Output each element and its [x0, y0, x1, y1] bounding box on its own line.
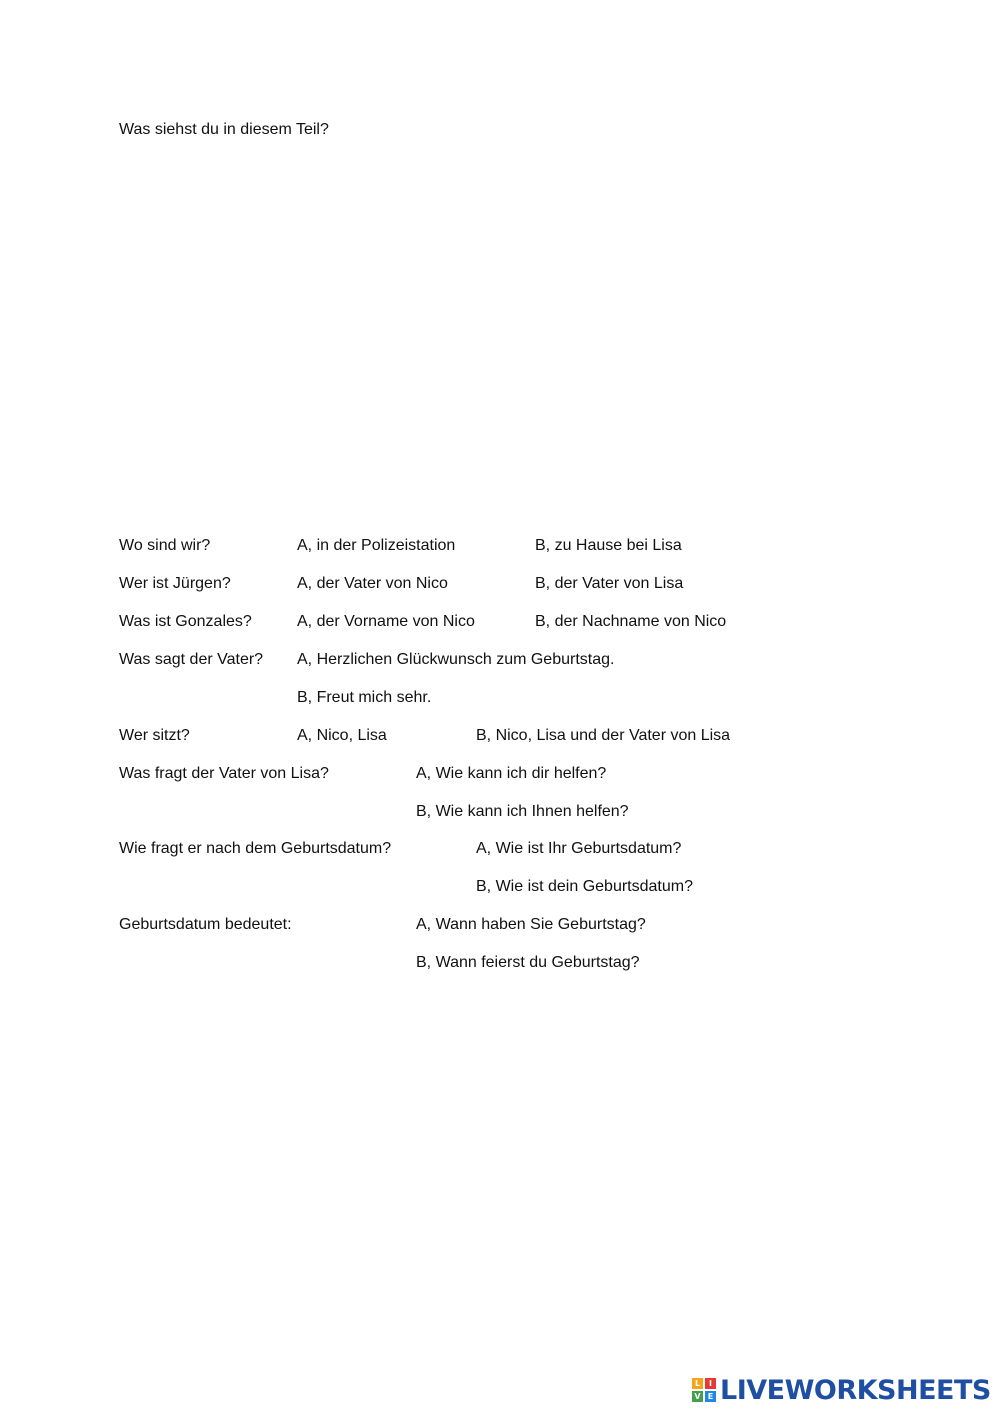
question-4-option-a[interactable]: A, Herzlichen Glückwunsch zum Geburtstag.: [297, 651, 615, 668]
question-7-option-a[interactable]: A, Wie ist Ihr Geburtsdatum?: [476, 840, 682, 857]
question-1-option-a[interactable]: A, in der Polizeistation: [297, 537, 456, 554]
liveworksheets-logo[interactable]: [692, 1375, 991, 1405]
question-6-option-b[interactable]: B, Wie kann ich Ihnen helfen?: [416, 803, 629, 820]
question-6: Was fragt der Vater von Lisa?: [119, 765, 329, 782]
question-7-option-b[interactable]: B, Wie ist dein Geburtsdatum?: [476, 878, 693, 895]
question-1: Wo sind wir?: [119, 537, 211, 554]
logo-letter: L: [692, 1378, 703, 1389]
question-4: Was sagt der Vater?: [119, 651, 264, 668]
question-5-option-a[interactable]: A, Nico, Lisa: [297, 727, 387, 744]
question-1-option-b[interactable]: B, zu Hause bei Lisa: [535, 537, 682, 554]
logo-mark-icon: [692, 1378, 716, 1402]
logo-letter: E: [705, 1391, 716, 1402]
question-8-option-a[interactable]: A, Wann haben Sie Geburtstag?: [416, 916, 646, 933]
intro-question: Was siehst du in diesem Teil?: [119, 121, 329, 138]
question-8: Geburtsdatum bedeutet:: [119, 916, 292, 933]
question-8-option-b[interactable]: B, Wann feierst du Geburtstag?: [416, 954, 640, 971]
question-5: Wer sitzt?: [119, 727, 190, 744]
question-4-option-b[interactable]: B, Freut mich sehr.: [297, 689, 432, 706]
question-5-option-b[interactable]: B, Nico, Lisa und der Vater von Lisa: [476, 727, 731, 744]
logo-text: LIVEWORKSHEETS: [720, 1374, 991, 1406]
question-3-option-a[interactable]: A, der Vorname von Nico: [297, 613, 475, 630]
question-2-option-a[interactable]: A, der Vater von Nico: [297, 575, 448, 592]
question-6-option-a[interactable]: A, Wie kann ich dir helfen?: [416, 765, 607, 782]
logo-letter: V: [692, 1391, 703, 1402]
logo-letter: I: [705, 1378, 716, 1389]
question-2: Wer ist Jürgen?: [119, 575, 231, 592]
question-7: Wie fragt er nach dem Geburtsdatum?: [119, 840, 392, 857]
question-3-option-b[interactable]: B, der Nachname von Nico: [535, 613, 727, 630]
question-3: Was ist Gonzales?: [119, 613, 252, 630]
question-2-option-b[interactable]: B, der Vater von Lisa: [535, 575, 684, 592]
